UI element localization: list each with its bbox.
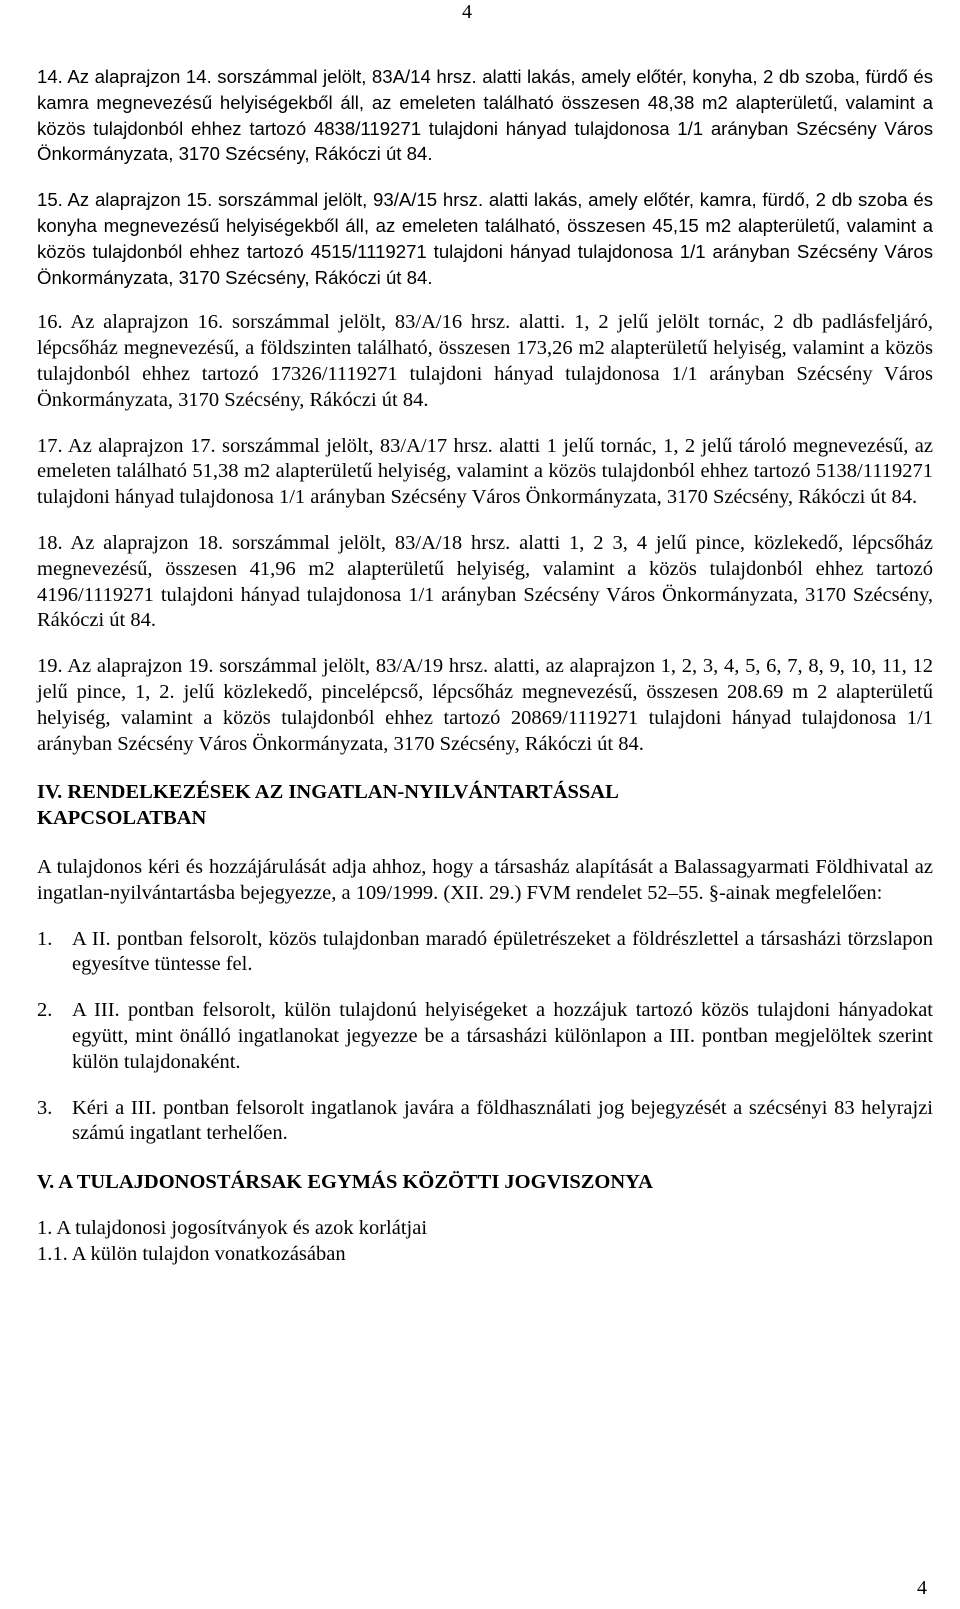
point-number: 1. bbox=[37, 927, 53, 950]
point-3 bbox=[37, 1096, 933, 1148]
section-iv-points bbox=[37, 927, 933, 1148]
list-item-14 bbox=[37, 64, 933, 167]
document-body bbox=[37, 64, 933, 1267]
point-text: A III. pontban felsorolt, külön tulajdonú helyiségeket a hozzájuk tartozó közös tulajdoni hányadokat együtt, mint önálló ingatlanokat jegyezze be a társasházi különlapon a III. pontban megjelöltek szerint külön tulajdonaként. bbox=[72, 999, 933, 1073]
item-text: 18. Az alaprajzon 18. sorszámmal jelölt, 83/A/18 hrsz. alatti 1, 2 3, 4 jelű pince, közlekedő, lépcsőház megnevezésű, összesen 41,96 m2 alapterületű helyiség, valamint a közös tulajdonból ehhez tartozó 4196/1119271 tulajdoni hányad tulajdonosa 1/1 arányban Szécsény Város Önkormányzata, 3170 Szécsény, Rákóczi út 84. bbox=[37, 531, 933, 632]
list-item-16 bbox=[37, 310, 933, 413]
point-2 bbox=[37, 998, 933, 1075]
item-text: 19. Az alaprajzon 19. sorszámmal jelölt, 83/A/19 hrsz. alatti, az alaprajzon 1, 2, 3, 4, 5, 6, 7, 8, 9, 10, 11, 12 jelű pince, 1, 2. jelű közlekedő, pincelépcső, lépcsőház megnevezésű, összesen 208.69 m 2 alapterületű helyiség, valamint a közös tulajdonból ehhez tartozó 20869/1119271 tulajdoni hányad tulajdonosa 1/1 arányban Szécsény Város Önkormányzata, 3170 Szécsény, Rákóczi út 84. bbox=[37, 655, 933, 755]
item-text: 16. Az alaprajzon 16. sorszámmal jelölt, 83/A/16 hrsz. alatti. 1, 2 jelű jelölt tornác, 2 db padlásfeljáró, lépcsőház megnevezésű, a földszinten található, összesen 173,26 m2 alapterületű helyiség, valamint a közös tulajdonból ehhez tartozó 17326/1119271 tulajdoni hányad tulajdonosa 1/1 arányban Szécsény Város Önkormányzata, 3170 Szécsény, Rákóczi út 84. bbox=[37, 311, 933, 411]
item-text: 15. Az alaprajzon 15. sorszámmal jelölt, 93/A/15 hrsz. alatti lakás, amely előtér, kamra, fürdő, 2 db szoba és konyha megnevezésű helyiségekből áll, az emeleten található, összesen 45,15 m2 alapterületű, valamint a közös tulajdonból ehhez tartozó 4515/1119271 tulajdoni hányad tulajdonosa 1/1 arányban Szécsény Város Önkormányzata, 3170 Szécsény, Rákóczi út 84. bbox=[37, 189, 933, 288]
point-number: 3. bbox=[37, 1096, 53, 1119]
list-item-18 bbox=[37, 531, 933, 634]
page-number-bottom: 4 bbox=[917, 1577, 927, 1599]
point-number: 2. bbox=[37, 999, 53, 1022]
section-iv-title-line2: KAPCSOLATBAN bbox=[37, 807, 207, 830]
page-number-top: 4 bbox=[462, 1, 472, 23]
list-item-17 bbox=[37, 434, 933, 511]
section-iv-intro: A tulajdonos kéri és hozzájárulását adja ahhoz, hogy a társasház alapítását a Balassagyarmati Földhivatal az ingatlan-nyilvántartásba bejegyezze, a 109/1999. (XII. 29.) FVM rendelet 52–55. §-ainak megfelelően: bbox=[37, 855, 933, 904]
section-v-title: V. A TULAJDONOSTÁRSAK EGYMÁS KÖZÖTTI JOGVISZONYA bbox=[37, 1171, 653, 1194]
point-text: A II. pontban felsorolt, közös tulajdonban maradó épületrészeket a földrészlettel a társasházi törzslapon egyesítve tüntesse fel. bbox=[72, 927, 933, 976]
point-text: Kéri a III. pontban felsorolt ingatlanok javára a földhasználati jog bejegyzését a szécsényi 83 helyrajzi számú ingatlant terhelően. bbox=[72, 1096, 933, 1145]
list-item-19 bbox=[37, 654, 933, 757]
list-item-15 bbox=[37, 187, 933, 290]
section-iv-title-line1: IV. RENDELKEZÉSEK AZ INGATLAN-NYILVÁNTARTÁSSAL bbox=[37, 781, 619, 804]
section-v-sub1-1: 1.1. A külön tulajdon vonatkozásában bbox=[37, 1242, 346, 1265]
section-v-sub1: 1. A tulajdonosi jogosítványok és azok korlátjai bbox=[37, 1216, 428, 1239]
item-text: 14. Az alaprajzon 14. sorszámmal jelölt, 83A/14 hrsz. alatti lakás, amely előtér, konyha, 2 db szoba, fürdő és kamra megnevezésű helyiségekből áll, az emeleten található összesen 48,38 m2 alapterületű, valamint a közös tulajdonból ehhez tartozó 4838/119271 tulajdoni hányad tulajdonosa 1/1 arányban Szécsény Város Önkormányzata, 3170 Szécsény, Rákóczi út 84. bbox=[37, 66, 933, 165]
point-1 bbox=[37, 927, 933, 979]
item-text: 17. Az alaprajzon 17. sorszámmal jelölt, 83/A/17 hrsz. alatti 1 jelű tornác, 1, 2 jelű tároló megnevezésű, az emeleten található 51,38 m2 alapterületű helyiség, valamint a közös tulajdonból ehhez tartozó 5138/1119271 tulajdoni hányad tulajdonosa 1/1 arányban Szécsény Város Önkormányzata, 3170 Szécsény, Rákóczi út 84. bbox=[37, 434, 933, 509]
